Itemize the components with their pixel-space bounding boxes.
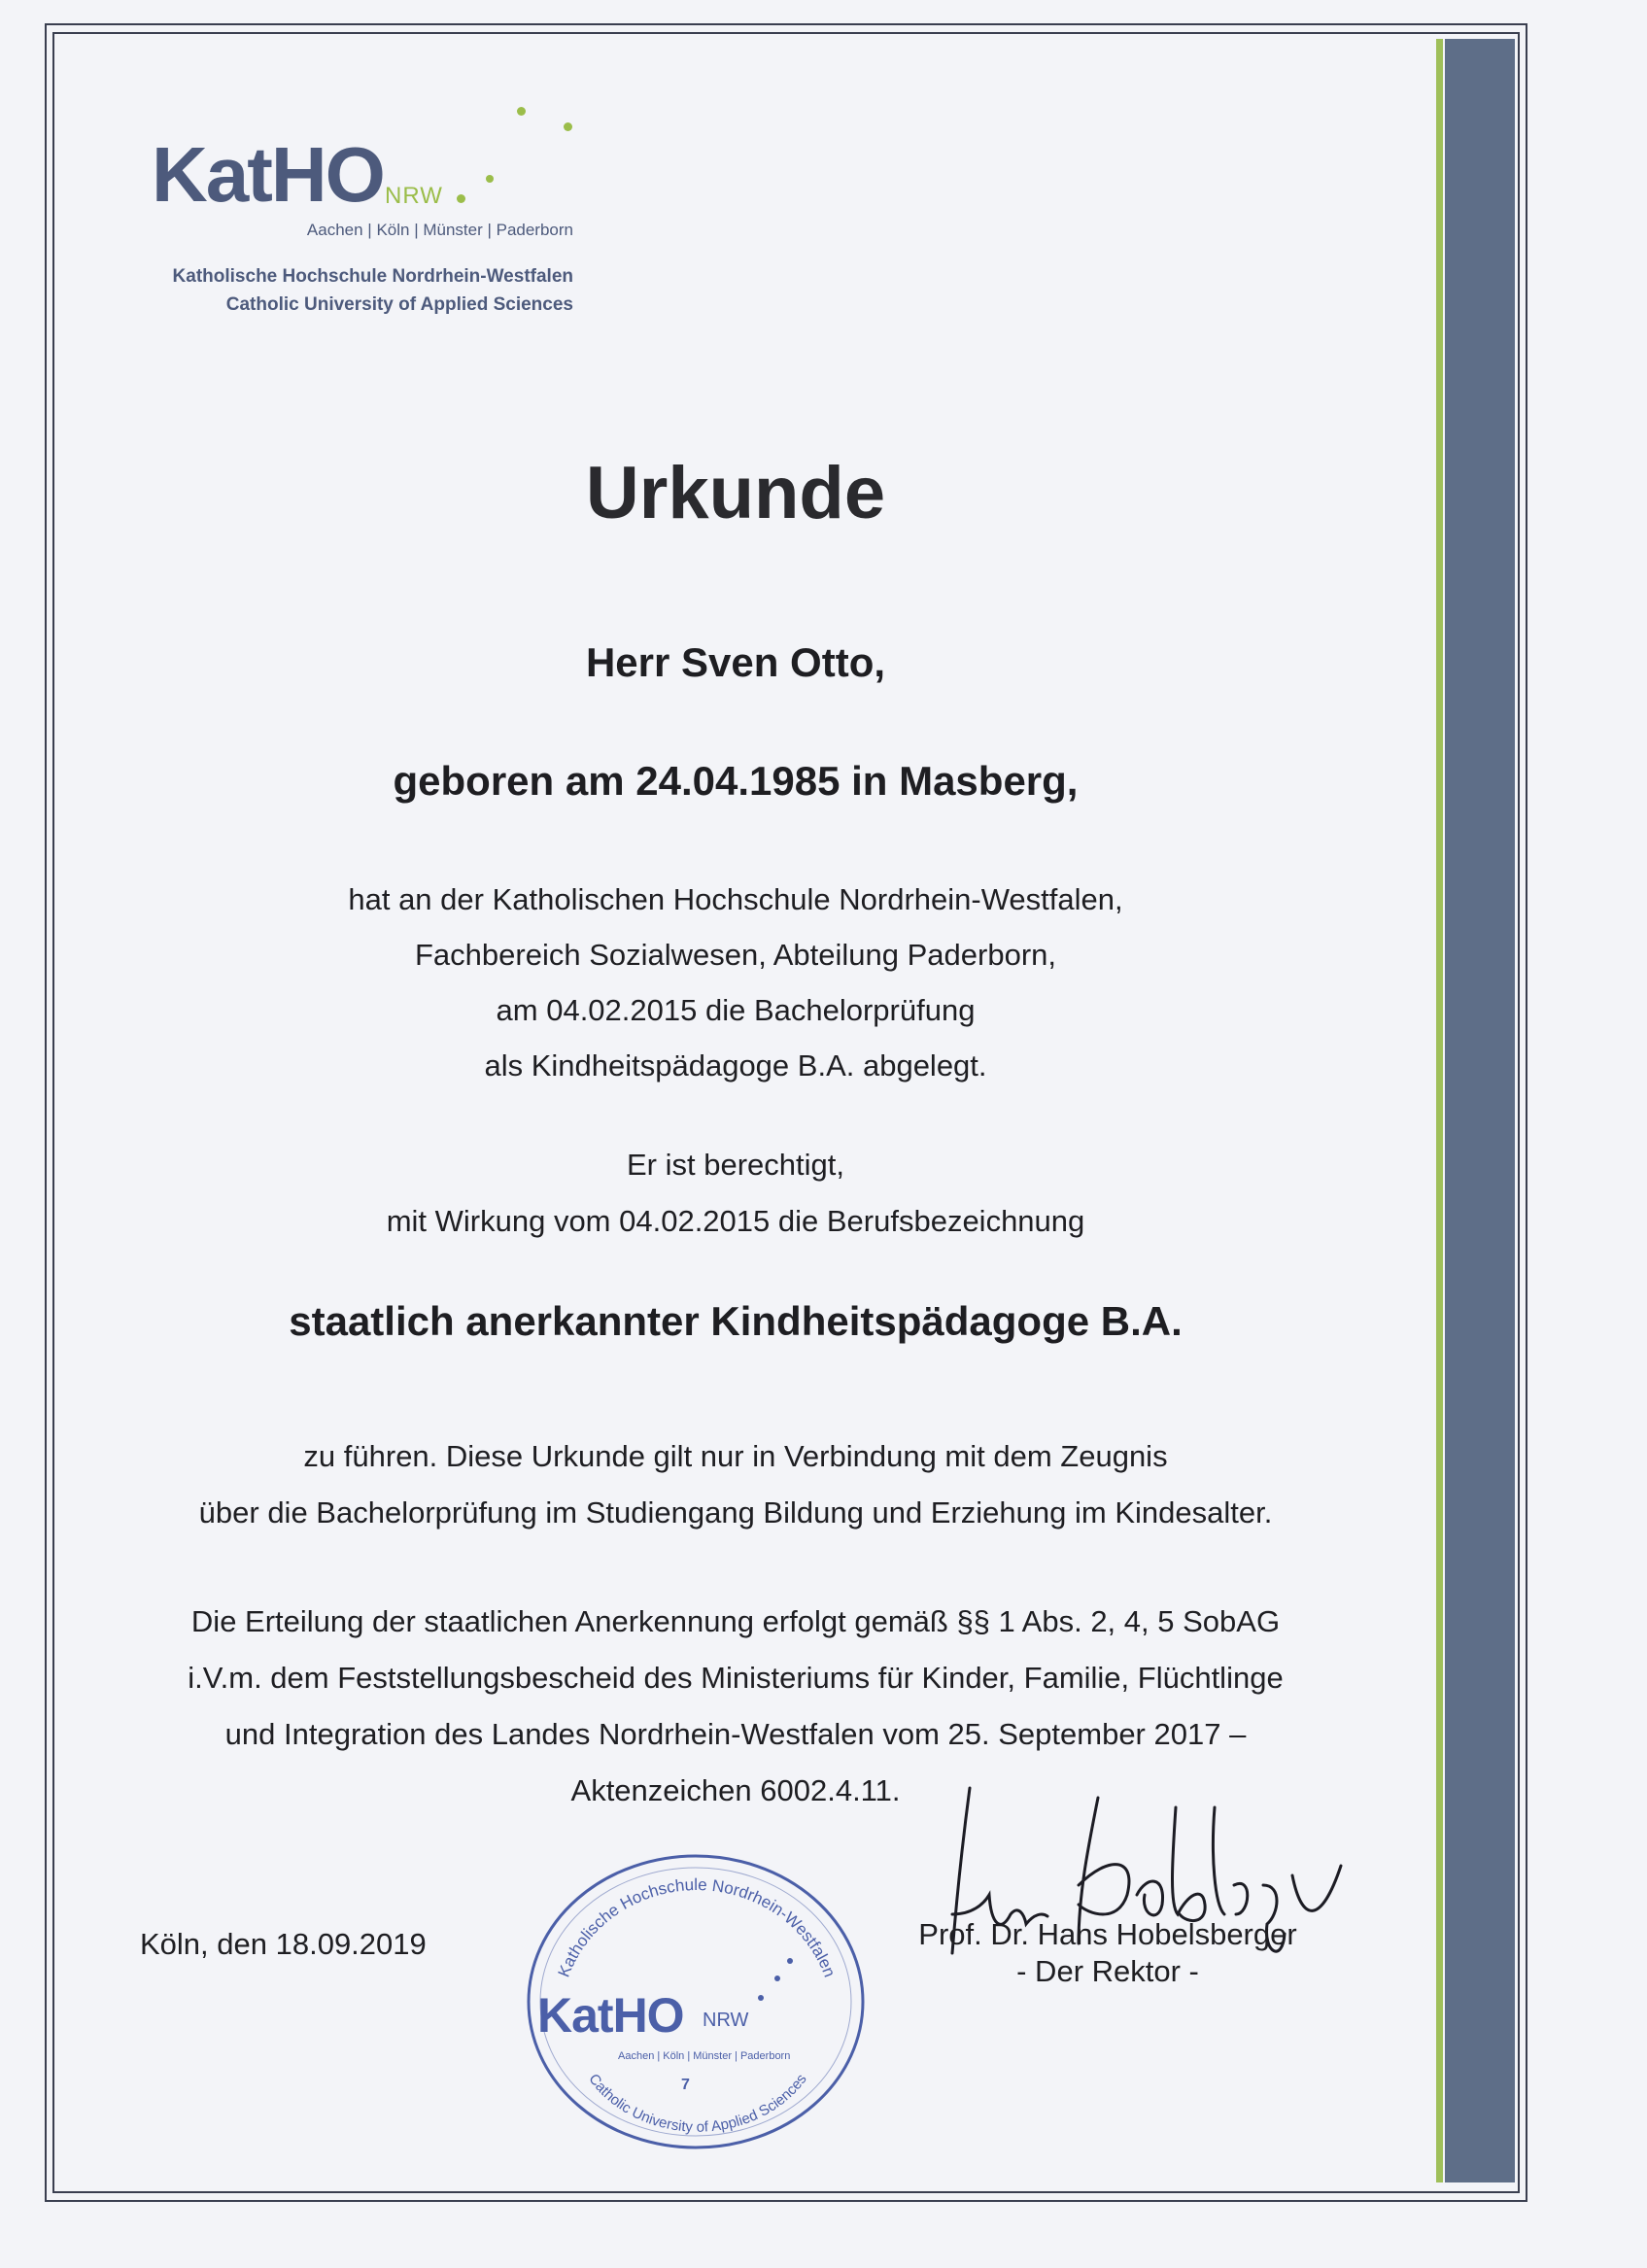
logo-cities: Aachen | Köln | Münster | Paderborn [306,221,573,239]
svg-text:Katholische Hochschule Nordrhe [555,1875,840,1979]
side-bar [1445,39,1515,2182]
seal-wordmark: KatHO [537,1988,684,2043]
document-title: Urkunde [585,452,886,534]
text-line: über die Bachelorprüfung im Studiengang Bildung und Erziehung im Kindesalter. [198,1495,1273,1529]
accent-stripe [1436,39,1443,2182]
signer-role: - Der Rektor - [1016,1954,1199,1988]
university-name-en: Catholic University of Applied Sciences [225,294,573,315]
text-line: Aktenzeichen 6002.4.11. [570,1773,901,1807]
seal-region: NRW [703,2010,749,2031]
logo-wordmark: KatHO [152,131,384,218]
text-line: hat an der Katholischen Hochschule Nordrhein-Westfalen, [348,882,1123,916]
entitlement-paragraph [97,1137,1374,1250]
text-line: zu führen. Diese Urkunde gilt nur in Verbindung mit dem Zeugnis [303,1439,1168,1473]
text-line: als Kindheitspädagoge B.A. abgelegt. [484,1048,987,1082]
place-and-date: Köln, den 18.09.2019 [140,1927,427,1961]
logo-dot-icon [564,122,572,131]
birth-details: geboren am 24.04.1985 in Masberg, [393,758,1079,804]
signer-name: Prof. Dr. Hans Hobelsberger [918,1917,1297,1951]
svg-text:Catholic University of Applied [585,2071,809,2136]
text-line: am 04.02.2015 die Bachelorprüfung [496,993,976,1027]
text-line: Fachbereich Sozialwesen, Abteilung Paderborn, [414,938,1057,972]
professional-title: staatlich anerkannter Kindheitspädagoge B.A. [289,1298,1183,1344]
logo-region: NRW [385,183,443,209]
text-line: i.V.m. dem Feststellungsbescheid des Ministeriums für Kinder, Familie, Flüchtlinge [188,1661,1284,1695]
seal-cities: Aachen | Köln | Münster | Paderborn [618,2050,791,2062]
seal-number: 7 [681,2077,690,2093]
validity-paragraph [97,1428,1374,1541]
text-line: und Integration des Landes Nordrhein-Westfalen vom 25. September 2017 – [224,1717,1247,1751]
logo-dot-icon [517,107,526,116]
signer-block [875,1916,1341,1990]
logo-dot-icon [457,194,465,203]
exam-paragraph [97,872,1374,1093]
logo-dot-icon [486,175,494,183]
recipient-name: Herr Sven Otto, [585,639,886,685]
text-line: Er ist berechtigt, [627,1148,844,1182]
university-name-de: Katholische Hochschule Nordrhein-Westfalen [172,266,573,287]
text-line: mit Wirkung vom 04.02.2015 die Berufsbezeichnung [386,1204,1085,1238]
seal-ring-bottom: Catholic University of Applied Sciences [585,2071,810,2136]
seal-ring-top: Katholische Hochschule Nordrhein-Westfalen [554,1874,840,1980]
text-line: Die Erteilung der staatlichen Anerkennung erfolgt gemäß §§ 1 Abs. 2, 4, 5 SobAG [190,1604,1281,1638]
